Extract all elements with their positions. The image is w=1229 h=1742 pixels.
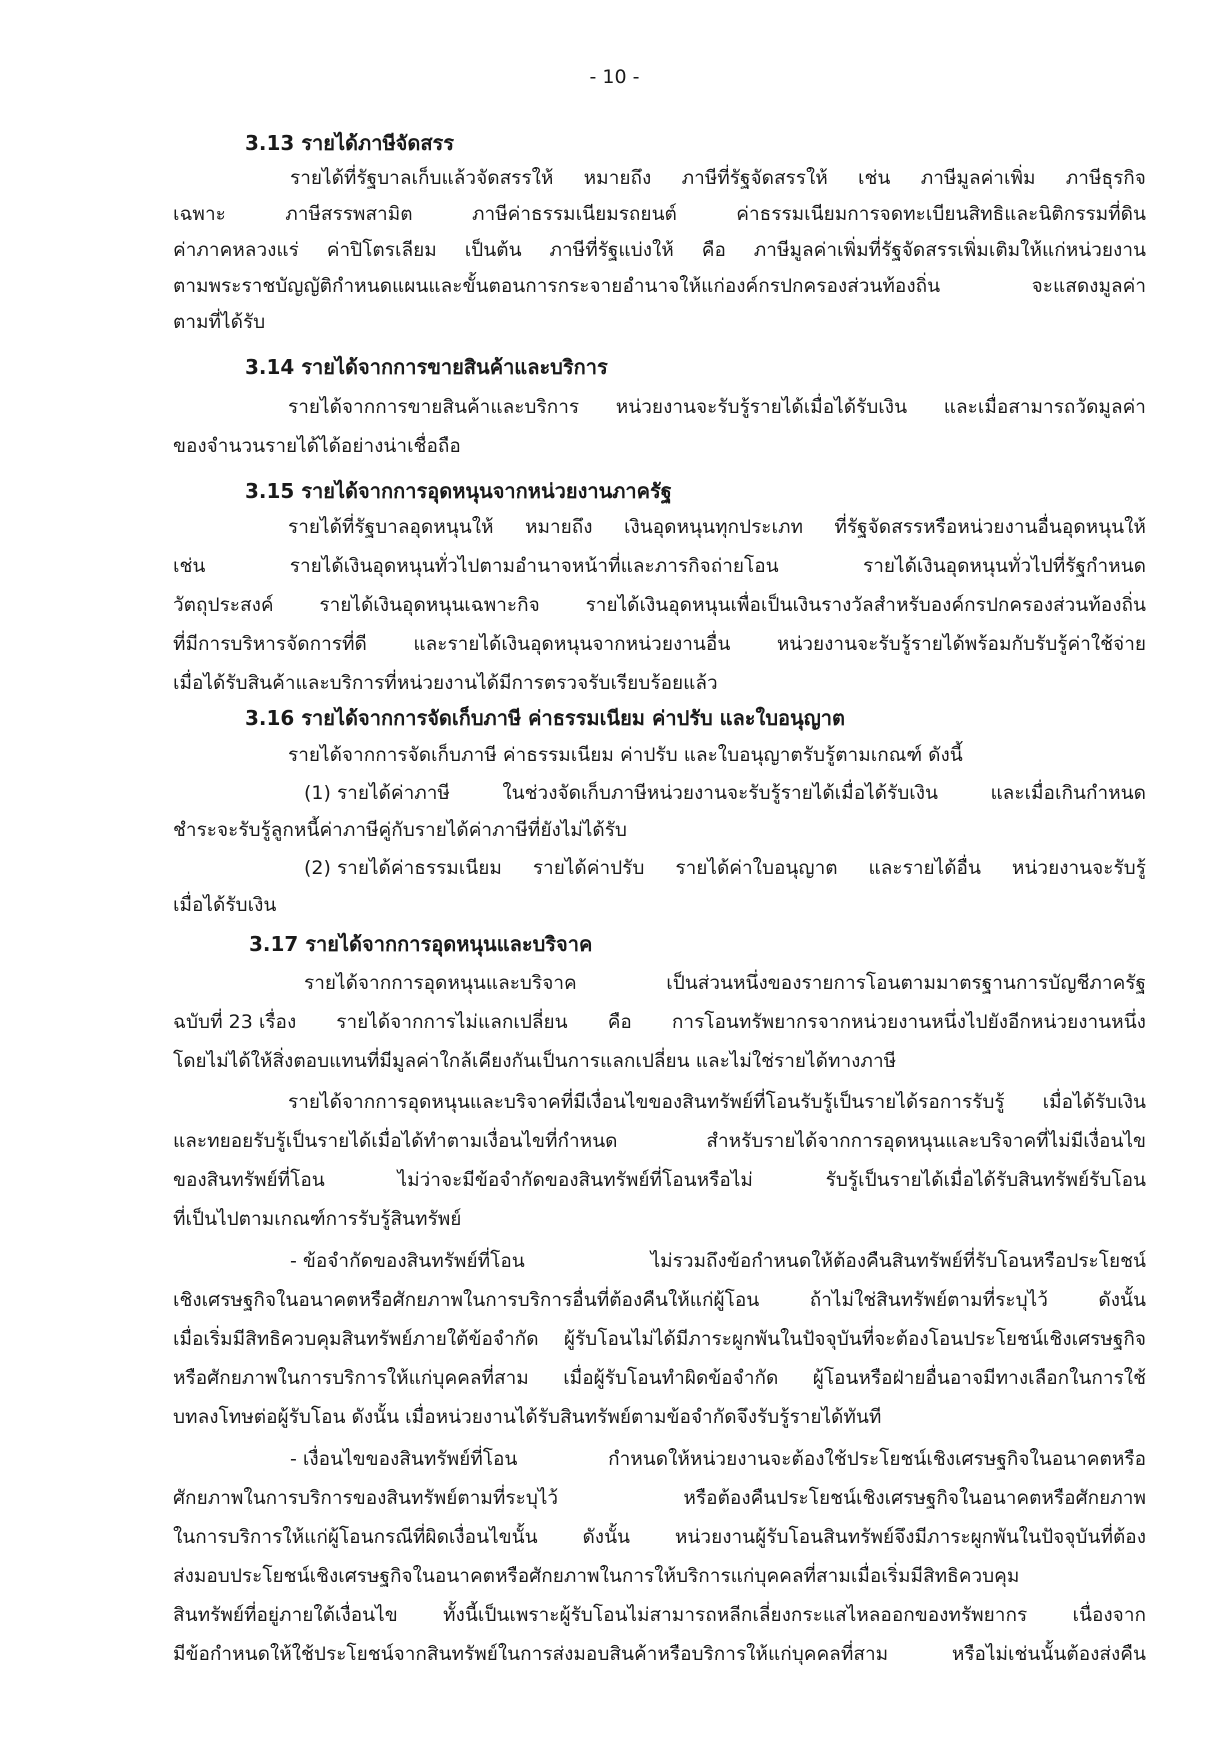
text-segment: สำหรับรายได้จากการอุดหนุนและบริจาคที่ไม่มีเงื่อนไข [706,1130,1146,1152]
paragraph-line [304,968,1146,998]
section-heading-3-15: 3.15 รายได้จากการอุดหนุนจากหน่วยงานภาครัฐ [245,479,672,503]
text-segment: เนื่องจาก [1072,1604,1146,1626]
text-segment: ตามพระราชบัญญัติกำหนดแผนและขั้นตอนการกระจายอำนาจให้แก่องค์กรปกครองส่วนท้องถิ่น [173,275,941,297]
paragraph-line [304,778,1146,808]
text-segment: หมายถึง [524,516,593,538]
paragraph-line [173,1126,1146,1156]
section-heading-3-14: 3.14 รายได้จากการขายสินค้าและบริการ [245,355,608,379]
text-segment: ผู้รับโอนไม่ได้มีภาระผูกพันในปัจจุบันที่จะต้องโอนประโยชน์เชิงเศรษฐกิจ [563,1328,1146,1350]
text-segment: ที่เป็นไปตามเกณฑ์การรับรู้สินทรัพย์ [173,1208,462,1230]
paragraph-line [173,1204,1146,1234]
text-segment: รายได้ค่าใบอนุญาต [675,857,838,879]
text-segment: โดยไม่ได้ให้สิ่งตอบแทนที่มีมูลค่าใกล้เคียงกันเป็นการแลกเปลี่ยน และไม่ใช่รายได้ทางภาษี [173,1050,897,1072]
text-segment: ในการบริการให้แก่ผู้โอนกรณีที่ผิดเงื่อนไขนั้น [173,1526,538,1548]
paragraph-line [173,1600,1146,1630]
text-segment: รายได้จากการจัดเก็บภาษี ค่าธรรมเนียม ค่าปรับ และใบอนุญาตรับรู้ตามเกณฑ์ ดังนี้ [288,744,963,766]
text-segment: การโอนทรัพยากรจากหน่วยงานหนึ่งไปยังอีกหน่วยงานหนึ่ง [671,1011,1146,1033]
text-segment: เช่น [858,167,891,189]
paragraph-line [288,512,1146,542]
paragraph-line [173,1285,1146,1315]
text-segment: เมื่อได้รับเงิน [173,894,277,916]
text-segment: ภาษีที่รัฐแบ่งให้ [549,239,674,261]
text-segment: เมื่อเริ่มมีสิทธิควบคุมสินทรัพย์ภายใต้ข้อจำกัด [173,1328,539,1350]
paragraph-line [173,1324,1146,1354]
text-segment: ภาษีมูลค่าเพิ่ม [920,167,1036,189]
paragraph-line [304,853,1146,883]
text-segment: รายได้เงินอุดหนุนเพื่อเป็นเงินรางวัลสำหรับองค์กรปกครองส่วนท้องถิ่น [585,594,1146,616]
text-segment: คือ [701,239,726,261]
paragraph-line [173,629,1146,659]
text-segment: ภาษีสรรพสามิต [285,203,413,225]
text-segment: วัตถุประสงค์ [173,594,274,616]
paragraph-line [173,1402,1146,1432]
text-segment: จะแสดงมูลค่า [1031,275,1146,297]
paragraph-line [173,1639,1146,1669]
paragraph-line [290,163,1146,193]
text-segment: เช่น [173,555,206,577]
text-segment: หน่วยงานจะรับรู้รายได้เมื่อได้รับเงิน [615,396,908,418]
paragraph-line [288,740,1146,770]
text-segment: ดังนั้น [582,1526,631,1548]
paragraph-line [290,1444,1146,1474]
text-segment: เมื่อได้รับสินค้าและบริการที่หน่วยงานได้มีการตรวจรับเรียบร้อยแล้ว [173,672,718,694]
text-segment: รายได้เงินอุดหนุนทั่วไปที่รัฐกำหนด [863,555,1146,577]
text-segment: รายได้ที่รัฐบาลเก็บแล้วจัดสรรให้ [290,167,554,189]
text-segment: - ข้อจำกัดของสินทรัพย์ที่โอน [290,1250,525,1272]
text-segment: เชิงเศรษฐกิจในอนาคตหรือศักยภาพในการบริการอื่นที่ต้องคืนให้แก่ผู้โอน [173,1289,760,1311]
text-segment: ภาษีค่าธรรมเนียมรถยนต์ [471,203,677,225]
text-segment: เมื่อได้รับเงิน [1042,1091,1146,1113]
section-heading-3-13: 3.13 รายได้ภาษีจัดสรร [245,131,455,155]
text-segment: ไม่รวมถึงข้อกำหนดให้ต้องคืนสินทรัพย์ที่รับโอนหรือประโยชน์ [650,1250,1146,1272]
paragraph-line [173,551,1146,581]
paragraph-line [173,431,1146,461]
paragraph-line [173,235,1146,265]
text-segment: กำหนดให้หน่วยงานจะต้องใช้ประโยชน์เชิงเศรษฐกิจในอนาคตหรือ [608,1448,1146,1470]
text-segment: เฉพาะ [173,203,226,225]
paragraph-line [288,392,1146,422]
paragraph-line [173,1561,1146,1591]
text-segment: รายได้จากการไม่แลกเปลี่ยน [336,1011,568,1033]
text-segment: รายได้จากการอุดหนุนและบริจาค [304,972,577,994]
text-segment: และทยอยรับรู้เป็นรายได้เมื่อได้ทำตามเงื่อนไขที่กำหนด [173,1130,618,1152]
text-segment: และรายได้อื่น [868,857,981,879]
text-segment: เงินอุดหนุนทุกประเภท [623,516,804,538]
text-segment: สินทรัพย์ที่อยู่ภายใต้เงื่อนไข [173,1604,398,1626]
text-segment: ไม่ว่าจะมีข้อจำกัดของสินทรัพย์ที่โอนหรือไม่ [397,1169,753,1191]
text-segment: ผู้โอนหรือฝ่ายอื่นอาจมีทางเลือกในการใช้ [812,1367,1146,1389]
text-segment: หรือไม่เช่นนั้นต้องส่งคืน [951,1643,1146,1665]
text-segment: ค่าธรรมเนียมการจดทะเบียนสิทธิและนิติกรรมที่ดิน [736,203,1146,225]
paragraph-line [173,815,1146,845]
text-segment: ที่รัฐจัดสรรหรือหน่วยงานอื่นอุดหนุนให้ [834,516,1146,538]
paragraph-line [173,199,1146,229]
section-heading-3-17: 3.17 รายได้จากการอุดหนุนและบริจาค [249,932,593,956]
text-segment: หมายถึง [583,167,652,189]
paragraph-line [173,271,1146,301]
paragraph-line [173,1046,1146,1076]
text-segment: ถ้าไม่ใช่สินทรัพย์ตามที่ระบุไว้ [809,1289,1048,1311]
paragraph-line [173,890,1146,920]
text-segment: ชำระจะรับรู้ลูกหนี้ค่าภาษีคู่กับรายได้ค่าภาษีที่ยังไม่ได้รับ [173,819,627,841]
text-segment: ค่าปิโตรเลียม [326,239,437,261]
text-segment: ทั้งนี้เป็นเพราะผู้รับโอนไม่สามารถหลีกเลี่ยงกระแสไหลออกของทรัพยากร [443,1604,1028,1626]
text-segment: มีข้อกำหนดให้ใช้ประโยชน์จากสินทรัพย์ในการส่งมอบสินค้าหรือบริการให้แก่บุคคลที่สาม [173,1643,889,1665]
text-segment: เมื่อผู้รับโอนทำผิดข้อจำกัด [563,1367,779,1389]
text-segment: รายได้จากการขายสินค้าและบริการ [288,396,580,418]
text-segment: คือ [607,1011,632,1033]
text-segment: รายได้ที่รัฐบาลอุดหนุนให้ [288,516,494,538]
paragraph-line [173,1007,1146,1037]
text-segment: หน่วยงานจะรับรู้รายได้พร้อมกับรับรู้ค่าใช้จ่าย [776,633,1146,655]
text-segment: หรือต้องคืนประโยชน์เชิงเศรษฐกิจในอนาคตหรือศักยภาพ [683,1487,1146,1509]
text-segment: เป็นส่วนหนึ่งของรายการโอนตามมาตรฐานการบัญชีภาครัฐ [666,972,1146,994]
text-segment: เป็นต้น [464,239,522,261]
text-segment: ของจำนวนรายได้ได้อย่างน่าเชื่อถือ [173,435,461,457]
text-segment: (2) รายได้ค่าธรรมเนียม [304,857,502,879]
text-segment: รับรู้เป็นรายได้เมื่อได้รับสินทรัพย์รับโอน [825,1169,1146,1191]
paragraph-line [173,1363,1146,1393]
text-segment: ศักยภาพในการบริการของสินทรัพย์ตามที่ระบุไว้ [173,1487,559,1509]
text-segment: ฉบับที่ 23 เรื่อง [173,1011,297,1033]
paragraph-line [173,1483,1146,1513]
text-segment: ส่งมอบประโยชน์เชิงเศรษฐกิจในอนาคตหรือศักยภาพในการให้บริการแก่บุคคลที่สามเมื่อเริ่มมีสิทธิควบคุม [173,1565,1020,1587]
text-segment: ภาษีที่รัฐจัดสรรให้ [681,167,828,189]
text-segment: รายได้จากการอุดหนุนและบริจาคที่มีเงื่อนไขของสินทรัพย์ที่โอนรับรู้เป็นรายได้รอการรับรู้ [288,1091,1005,1113]
text-segment: ตามที่ได้รับ [173,311,266,333]
text-segment: - เงื่อนไขของสินทรัพย์ที่โอน [290,1448,518,1470]
paragraph-line [290,1246,1146,1276]
paragraph-line [173,1165,1146,1195]
text-segment: รายได้ค่าปรับ [532,857,645,879]
paragraph-line [173,307,1146,337]
paragraph-line [173,1522,1146,1552]
text-segment: หรือศักยภาพในการบริการให้แก่บุคคลที่สาม [173,1367,529,1389]
text-segment: ดังนั้น [1098,1289,1146,1311]
section-heading-3-16: 3.16 รายได้จากการจัดเก็บภาษี ค่าธรรมเนียม ค่าปรับ และใบอนุญาต [245,706,845,730]
paragraph-line [173,590,1146,620]
text-segment: และรายได้เงินอุดหนุนจากหน่วยงานอื่น [413,633,731,655]
text-segment: ที่มีการบริหารจัดการที่ดี [173,633,367,655]
text-segment: รายได้เงินอุดหนุนทั่วไปตามอำนาจหน้าที่และภารกิจถ่ายโอน [289,555,779,577]
paragraph-line [288,1087,1146,1117]
text-segment: ภาษีมูลค่าเพิ่มที่รัฐจัดสรรเพิ่มเติมให้แก่หน่วยงาน [753,239,1146,261]
text-segment: หน่วยงานจะรับรู้ [1011,857,1146,879]
page-number: - 10 - [589,66,640,88]
text-segment: ค่าภาคหลวงแร่ [173,239,299,261]
text-segment: ภาษีธุรกิจ [1065,167,1146,189]
text-segment: ในช่วงจัดเก็บภาษีหน่วยงานจะรับรู้รายได้เมื่อได้รับเงิน [502,782,939,804]
text-segment: หน่วยงานผู้รับโอนสินทรัพย์จึงมีภาระผูกพันในปัจจุบันที่ต้อง [674,1526,1146,1548]
paragraph-line [173,668,1146,698]
text-segment: ของสินทรัพย์ที่โอน [173,1169,325,1191]
text-segment: รายได้เงินอุดหนุนเฉพาะกิจ [319,594,540,616]
text-segment: บทลงโทษต่อผู้รับโอน ดังนั้น เมื่อหน่วยงานได้รับสินทรัพย์ตามข้อจำกัดจึงรับรู้รายได้ทันที [173,1406,882,1428]
text-segment: และเมื่อเกินกำหนด [990,782,1146,804]
text-segment: (1) รายได้ค่าภาษี [304,782,450,804]
text-segment: และเมื่อสามารถวัดมูลค่า [943,396,1146,418]
